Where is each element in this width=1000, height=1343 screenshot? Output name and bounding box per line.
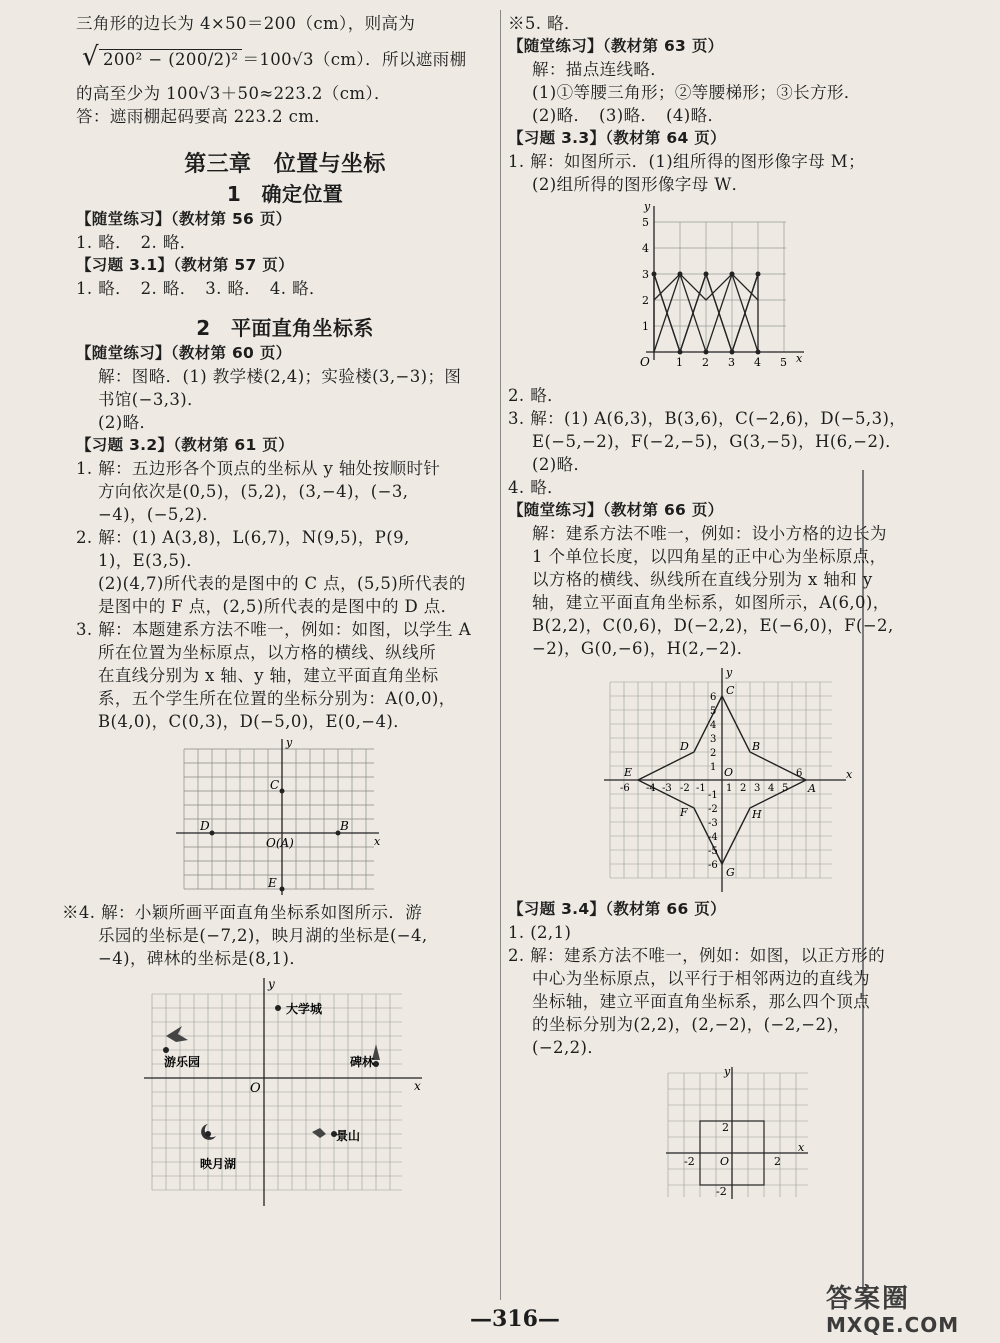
- star-grid-figure: [600, 664, 860, 894]
- text-line: 系，五个学生所在位置的坐标分别为：A(0,0)，: [98, 689, 456, 708]
- text-line: (2)组所得的图形像字母 W．: [532, 175, 749, 194]
- point-university: [275, 1005, 281, 1011]
- text-line: (1)①等腰三角形；②等腰梯形；③长方形．: [532, 83, 861, 102]
- text-line: (2)略． (3)略． (4)略．: [532, 106, 725, 125]
- text-line: (−2,2)．: [532, 1038, 605, 1057]
- axes: [646, 206, 804, 360]
- mw-letter-figure: [636, 200, 816, 380]
- point-label-b: B: [340, 819, 349, 833]
- text-line: 3. 解：(1) A(6,3)，B(3,6)，C(−2,6)，D(−5,3)，: [508, 409, 907, 428]
- chapter-title: 第三章 位置与坐标: [184, 152, 386, 177]
- x-tick-label: 4: [754, 356, 761, 369]
- text-line: 1)，E(3,5)．: [98, 551, 204, 570]
- text-line: −2)，G(0,−6)，H(2,−2)．: [532, 639, 754, 658]
- x-tick-label: 1: [676, 356, 683, 369]
- x-tick-label: 3: [754, 783, 761, 794]
- y-tick-label: 3: [642, 268, 649, 281]
- axes: [176, 739, 379, 895]
- page-number: —316—: [470, 1306, 560, 1332]
- section-header: 【随堂练习】（教材第 63 页）: [508, 37, 724, 55]
- text-line: 方向依次是(0,5)，(5,2)，(3,−4)，(−3,: [98, 482, 409, 501]
- origin-label: O: [250, 1081, 261, 1096]
- text-line: 中心为坐标原点，以平行于相邻两边的直线为: [532, 969, 870, 988]
- text-line: ※4. 解：小颖所画平面直角坐标系如图所示．游: [62, 903, 423, 922]
- origin-label: O: [720, 1155, 730, 1168]
- point-label-g: G: [726, 866, 735, 879]
- map-label-university: 大学城: [286, 1002, 323, 1016]
- point-c: [280, 789, 285, 794]
- map-label-amusement-park: 游乐园: [164, 1055, 201, 1069]
- text-line: (2)(4,7)所代表的是图中的 C 点，(5,5)所代表的: [98, 574, 466, 593]
- text-line: ※5. 略．: [508, 14, 581, 33]
- y-tick-label: 2: [642, 294, 649, 307]
- text-line: 2. 略．: [508, 386, 564, 405]
- y-tick-label: 3: [710, 734, 717, 745]
- section-header: 【随堂练习】（教材第 60 页）: [76, 344, 292, 362]
- watermark-logo: [826, 1284, 959, 1336]
- text-line: 2. 解：建系方法不唯一，例如：如图，以正方形的: [508, 946, 886, 965]
- point-label-c: C: [270, 778, 280, 792]
- students-grid-figure: [174, 737, 384, 897]
- x-tick-label: 3: [728, 356, 735, 369]
- text-line: 3. 解：本题建系方法不唯一，例如：如图，以学生 A: [76, 620, 472, 639]
- text-line: B(4,0)，C(0,3)，D(−5,0)，E(0,−4)．: [98, 712, 411, 731]
- text-line: ＝100√3（cm）．所以遮雨棚: [242, 50, 467, 69]
- section-header: 【习题 3.3】（教材第 64 页）: [508, 129, 726, 147]
- point-label-e: E: [624, 766, 633, 779]
- square-grid-figure: [662, 1063, 812, 1203]
- section-header: 【随堂练习】（教材第 66 页）: [508, 501, 724, 519]
- section-title: 2 平面直角坐标系: [196, 316, 374, 340]
- text-line: 解：建系方法不唯一，例如：设小方格的边长为: [532, 524, 887, 543]
- x-tick-label: -2: [684, 1155, 695, 1168]
- point-label-a: A: [808, 782, 816, 795]
- y-tick-label: 6: [710, 692, 717, 703]
- origin-label: O: [724, 766, 734, 779]
- axes: [666, 1067, 808, 1199]
- y-tick-label: 4: [642, 242, 649, 255]
- x-tick-label: 4: [768, 783, 775, 794]
- text-line: 轴，建立平面直角坐标系，如图所示，A(6,0)，: [532, 593, 890, 612]
- text-line: 1. 解：如图所示．(1)组所得的图形像字母 M；: [508, 152, 865, 171]
- y-tick-label: 5: [710, 706, 717, 717]
- text-line: 答：遮雨棚起码要高 223.2 cm．: [76, 107, 332, 126]
- section-header: 【习题 3.4】（教材第 66 页）: [508, 900, 726, 918]
- text-line: 解：图略．(1) 教学楼(2,4)；实验楼(3,−3)；图: [98, 367, 462, 386]
- point-label-d: D: [680, 740, 689, 753]
- column-divider: [500, 10, 501, 1300]
- x-tick-label: -4: [646, 783, 656, 794]
- axis-label-x: x: [798, 1141, 805, 1154]
- text-line: 2. 解：(1) A(3,8)，L(6,7)，N(9,5)，P(9,: [76, 528, 410, 547]
- text-line: −4)，碑林的坐标是(8,1)．: [98, 949, 307, 968]
- text-line: (2)略．: [532, 455, 591, 474]
- x-tick-label: 2: [740, 783, 747, 794]
- y-tick-label: 2: [722, 1121, 729, 1134]
- text-line: 解：描点连线略．: [532, 60, 668, 79]
- y-tick-label: 2: [710, 748, 717, 759]
- point-label-h: H: [752, 808, 762, 821]
- x-tick-label: 6: [796, 768, 803, 779]
- section-header: 【随堂练习】（教材第 56 页）: [76, 210, 292, 228]
- sqrt-radicand: 200² − (200/2)²: [99, 49, 242, 69]
- x-tick-label: -1: [696, 783, 706, 794]
- axis-label-y: y: [644, 200, 651, 213]
- x-tick-label: 2: [774, 1155, 781, 1168]
- grid-lines: [152, 994, 402, 1190]
- section-header: 【习题 3.1】（教材第 57 页）: [76, 256, 294, 274]
- y-tick-label: 5: [642, 216, 649, 229]
- text-line: 1. 略． 2. 略．: [76, 233, 197, 252]
- point-label-f: F: [680, 806, 688, 819]
- y-tick-label: -1: [708, 790, 718, 801]
- text-line: 书馆(−3,3)．: [98, 390, 205, 409]
- sqrt-symbol: √: [82, 42, 99, 72]
- axis-label-x: x: [414, 1079, 421, 1093]
- text-line: 坐标轴，建立平面直角坐标系，那么四个顶点: [532, 992, 870, 1011]
- axis-label-x: x: [796, 352, 803, 365]
- point-label-b: B: [752, 740, 761, 753]
- text-line: 1. 略． 2. 略． 3. 略． 4. 略．: [76, 279, 326, 298]
- point-amusement-park: [163, 1047, 169, 1053]
- text-line: 1. 解：五边形各个顶点的坐标从 y 轴处按顺时针: [76, 459, 441, 478]
- y-tick-label: -4: [708, 832, 718, 843]
- sqrt-formula-line: [76, 35, 494, 82]
- text-line: E(−5,−2)，F(−2,−5)，G(3,−5)，H(6,−2)．: [532, 432, 903, 451]
- text-line: −4)，(−5,2)．: [98, 505, 220, 524]
- map-label-moon-lake: 映月湖: [200, 1157, 237, 1171]
- right-column: [508, 12, 948, 1207]
- x-tick-label: -3: [662, 783, 672, 794]
- text-line: 以方格的横线、纵线所在直线分别为 x 轴和 y: [532, 570, 873, 589]
- text-line: 在直线分别为 x 轴、y 轴，建立平面直角坐标: [98, 666, 439, 685]
- axis-label-y: y: [724, 1065, 731, 1078]
- point-label-c: C: [726, 684, 735, 697]
- section-title: 1 确定位置: [226, 182, 344, 206]
- section-header: 【习题 3.2】（教材第 61 页）: [76, 436, 294, 454]
- y-tick-label: 4: [710, 720, 717, 731]
- map-label-jingshan: 景山: [336, 1129, 361, 1143]
- axis-label-x: x: [846, 768, 853, 781]
- y-tick-label: -5: [708, 846, 718, 857]
- mountain-icon: [312, 1128, 326, 1138]
- y-tick-label: 1: [642, 320, 649, 333]
- y-tick-label: -2: [716, 1185, 727, 1198]
- text-line: (2)略．: [98, 413, 157, 432]
- text-line: 1 个单位长度，以四角星的正中心为坐标原点，: [532, 547, 887, 566]
- y-tick-label: 1: [710, 762, 717, 773]
- text-line: 4. 略．: [508, 478, 564, 497]
- watermark-en: MXQE.COM: [826, 1313, 960, 1337]
- text-line: 的坐标分别为(2,2)，(2,−2)，(−2,−2)，: [532, 1015, 851, 1034]
- left-column: [62, 12, 494, 1214]
- axis-label-x: x: [374, 835, 381, 848]
- point-d: [210, 831, 215, 836]
- origin-label: O(A): [266, 836, 294, 850]
- axis-label-y: y: [268, 977, 275, 991]
- axis-label-y: y: [286, 737, 293, 749]
- text-line: 三角形的边长为 4×50＝200（cm），则高为: [76, 14, 416, 33]
- amusement-park-icon: [166, 1026, 188, 1042]
- x-tick-label: 5: [782, 783, 789, 794]
- x-tick-label: -6: [620, 783, 630, 794]
- text-line: 乐园的坐标是(−7,2)，映月湖的坐标是(−4,: [98, 926, 428, 945]
- axis-label-y: y: [726, 666, 733, 679]
- text-line: 所在位置为坐标原点，以方格的横线、纵线所: [98, 643, 436, 662]
- text-line: 是图中的 F 点，(2,5)所代表的是图中的 D 点．: [98, 597, 458, 616]
- map-label-stele-forest: 碑林: [350, 1055, 375, 1069]
- grid-lines: [668, 1073, 808, 1197]
- y-tick-label: -6: [708, 860, 718, 871]
- point-label-d: D: [200, 819, 210, 833]
- x-tick-label: 2: [702, 356, 709, 369]
- x-tick-label: 5: [780, 356, 787, 369]
- text-line: 1. (2,1): [508, 923, 572, 942]
- point-e: [280, 887, 285, 892]
- text-line: 的高至少为 100√3＋50≈223.2（cm）．: [76, 84, 391, 103]
- y-tick-label: -3: [708, 818, 718, 829]
- origin-label: O: [640, 355, 650, 369]
- y-tick-label: -2: [708, 804, 718, 815]
- x-tick-label: -2: [680, 783, 690, 794]
- point-moon-lake: [205, 1131, 211, 1137]
- point-label-e: E: [268, 876, 277, 890]
- watermark-cn: 答案圈: [826, 1284, 911, 1314]
- map-grid-figure: [142, 974, 432, 1210]
- text-line: B(2,2)，C(0,6)，D(−2,2)，E(−6,0)，F(−2,: [532, 616, 894, 635]
- x-tick-label: 1: [726, 783, 733, 794]
